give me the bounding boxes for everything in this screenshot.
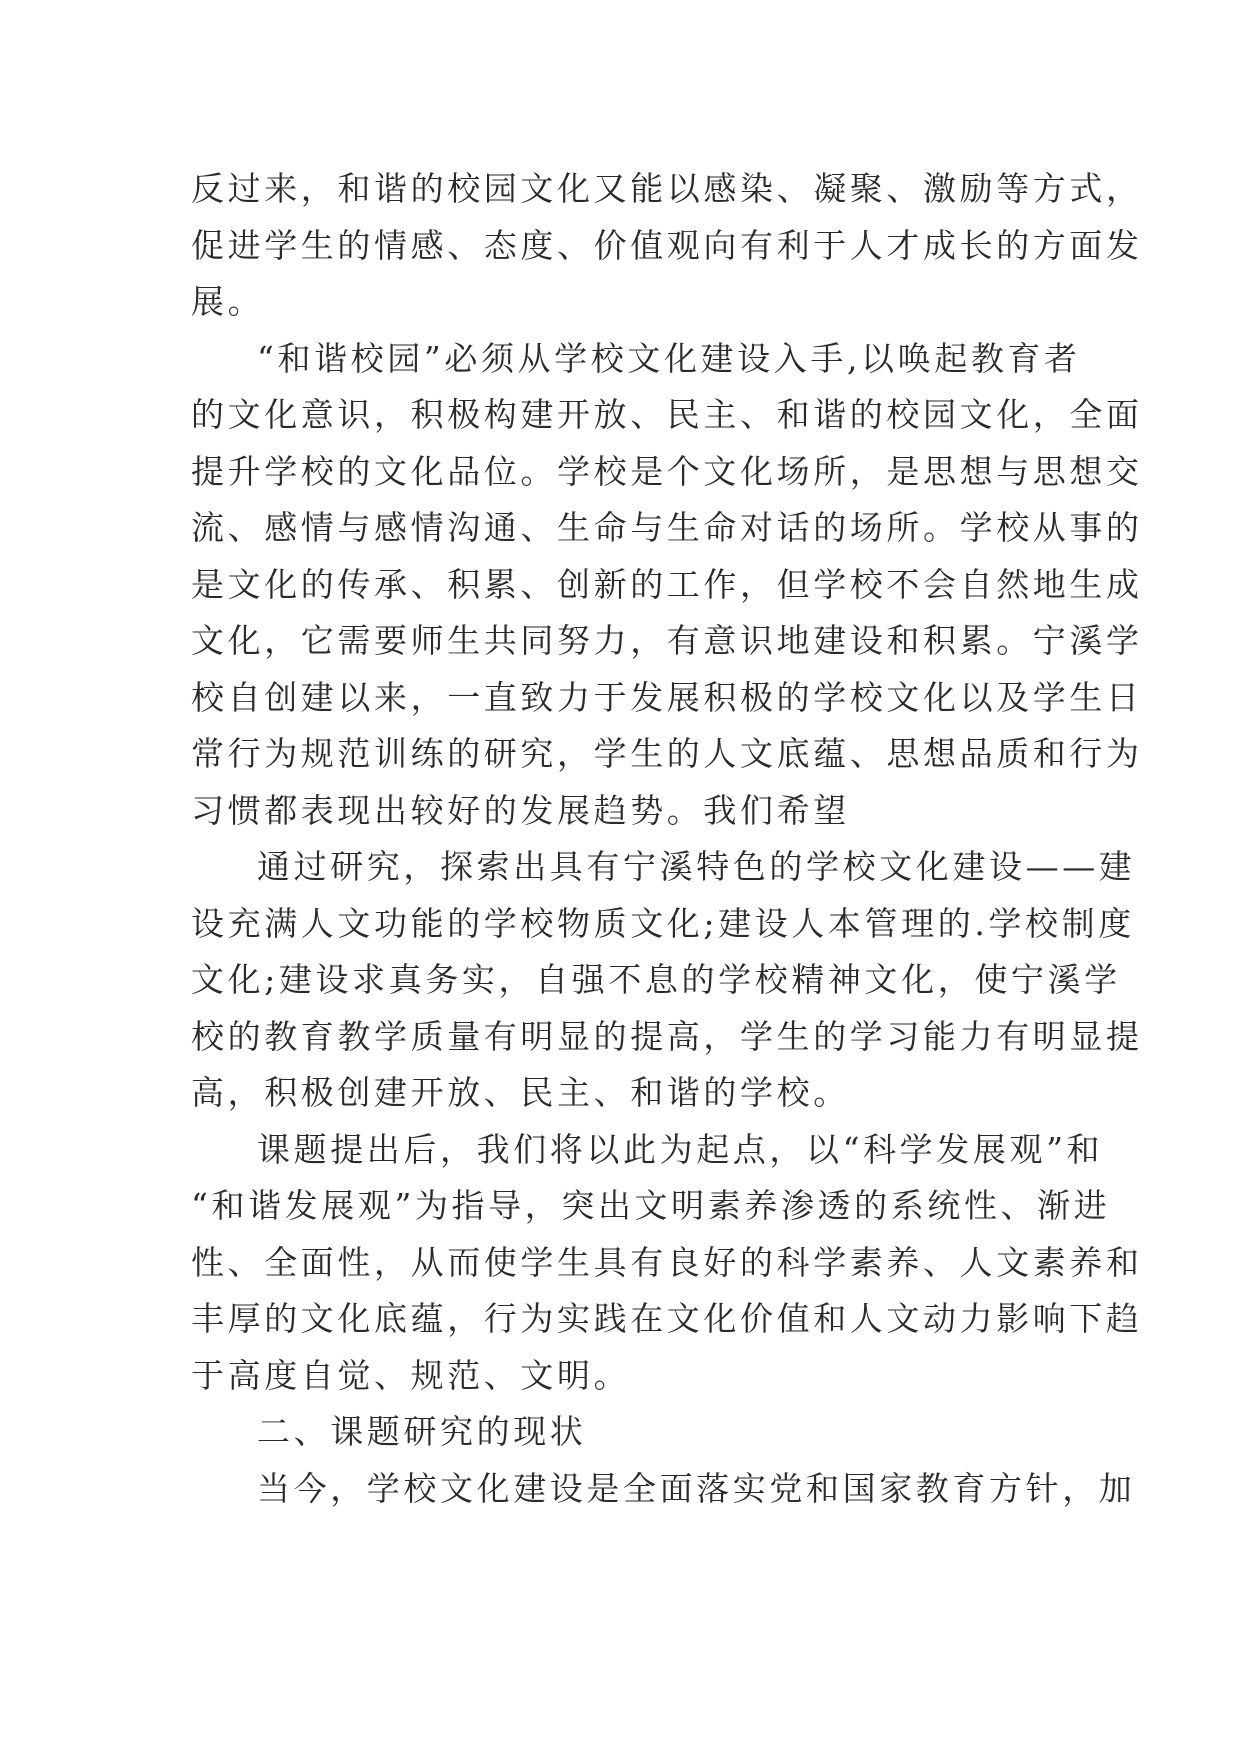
text-line: 流、感情与感情沟通、生命与生命对话的场所。学校从事的	[191, 508, 1143, 547]
text-line: 常行为规范训练的研究，学生的人文底蕴、思想品质和行为	[191, 734, 1143, 773]
text-line: 课题提出后，我们将以此为起点，以“科学发展观”和	[257, 1129, 1104, 1169]
text-line: 通过研究，探索出具有宁溪特色的学校文化建设——建	[257, 847, 1136, 886]
section-heading: 二、课题研究的现状	[257, 1412, 587, 1451]
text-line: 习惯都表现出较好的发展趋势。我们希望	[191, 790, 850, 830]
text-line: 反过来，和谐的校园文化又能以感染、凝聚、激励等方式，	[191, 169, 1143, 208]
document-body	[191, 161, 1143, 1517]
text-line: 设充满人文功能的学校物质文化;建设人本管理的.学校制度	[191, 903, 1135, 943]
text-line: 提升学校的文化品位。学校是个文化场所，是思想与思想交	[191, 451, 1143, 491]
text-line: 性、全面性，从而使学生具有良好的科学素养、人文素养和	[191, 1242, 1143, 1282]
text-line: 高，积极创建开放、民主、和谐的学校。	[191, 1073, 850, 1112]
text-line: 是文化的传承、积累、创新的工作，但学校不会自然地生成	[191, 564, 1143, 604]
text-line: “和谐发展观”为指导，突出文明素养渗透的系统性、渐进	[191, 1186, 1111, 1225]
text-line: 文化;建设求真务实，自强不息的学校精神文化，使宁溪学	[191, 960, 1121, 999]
text-line: 的文化意识，积极构建开放、民主、和谐的校园文化，全面	[191, 395, 1143, 434]
text-line: 校的教育教学质量有明显的提高，学生的学习能力有明显提	[191, 1016, 1143, 1056]
text-line: 于高度自觉、规范、文明。	[191, 1355, 631, 1395]
text-line: 当今，学校文化建设是全面落实党和国家教育方针，加	[257, 1468, 1136, 1508]
text-line: 校自创建以来，一直致力于发展积极的学校文化以及学生日	[191, 677, 1143, 717]
text-line: 促进学生的情感、态度、价值观向有利于人才成长的方面发	[191, 225, 1143, 265]
text-line: “和谐校园”必须从学校文化建设入手,以唤起教育者	[257, 338, 1081, 378]
text-line: 文化，它需要师生共同努力，有意识地建设和积累。宁溪学	[191, 621, 1143, 660]
text-line: 丰厚的文化底蕴，行为实践在文化价值和人文动力影响下趋	[191, 1299, 1143, 1338]
text-line: 展。	[191, 282, 265, 321]
